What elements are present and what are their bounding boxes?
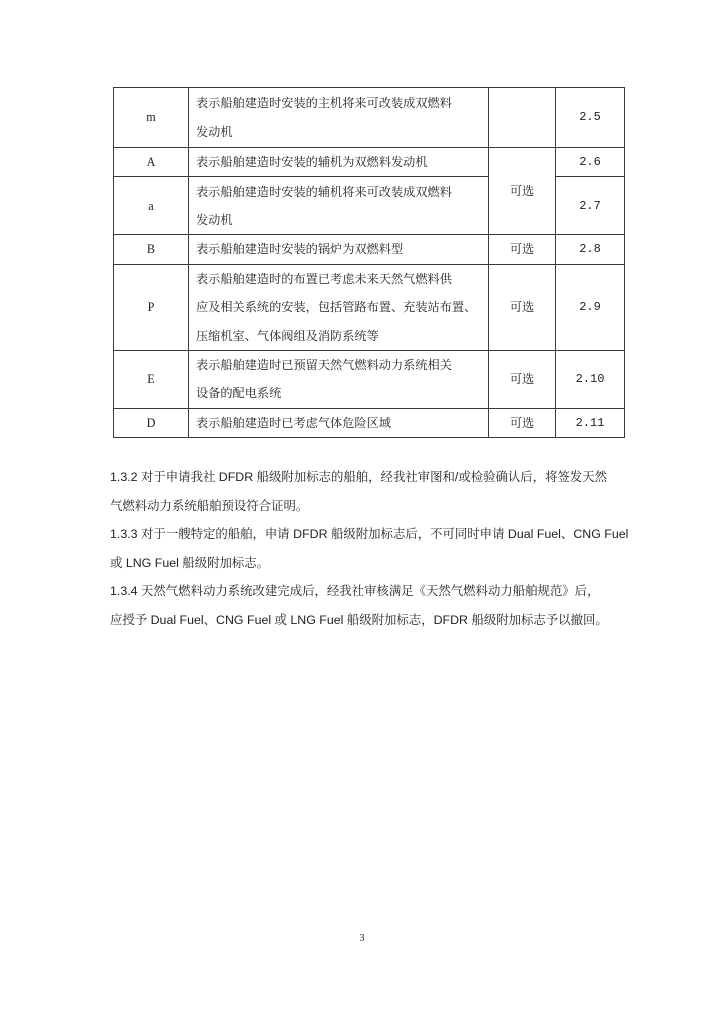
paragraph-1-3-3	[110, 520, 629, 577]
description-line: 表示船舶建造时安装的辅机为双燃料发动机	[196, 155, 428, 169]
notation-code-cell: A	[114, 148, 189, 177]
section-reference-cell: 2.8	[556, 235, 625, 264]
optional-cell: 可选	[489, 235, 556, 264]
notation-code-cell: E	[114, 350, 189, 408]
notation-code-cell: B	[114, 235, 189, 264]
description-cell	[189, 88, 489, 148]
description-line: 表示船舶建造时安装的辅机将来可改装成双燃料	[196, 184, 452, 199]
description-line: 发动机	[196, 212, 233, 227]
table-row	[114, 148, 625, 177]
description-line: 压缩机室、气体阀组及消防系统等	[196, 328, 379, 343]
section-reference-cell: 2.11	[556, 408, 625, 437]
table-row	[114, 235, 625, 264]
description-line: 设备的配电系统	[196, 386, 282, 401]
optional-cell: 可选	[489, 408, 556, 437]
page-number: 3	[359, 933, 365, 944]
paragraph-line: 或 LNG Fuel 船级附加标志。	[110, 555, 270, 570]
description-line: 表示船舶建造时的布置已考虑未来天然气燃料供	[196, 271, 452, 286]
paragraph-line: 1.3.4 天然气燃料动力系统改建完成后，经我社审核满足《天然气燃料动力船舶规范》后，	[110, 584, 600, 598]
optional-cell: 可选	[489, 148, 556, 235]
description-cell	[189, 235, 489, 264]
description-cell	[189, 264, 489, 350]
description-line: 表示船舶建造时安装的主机将来可改装成双燃料	[196, 96, 452, 111]
notation-code-cell: D	[114, 408, 189, 437]
description-line: 发动机	[196, 124, 233, 139]
notation-code-cell: m	[114, 88, 189, 148]
description-cell	[189, 408, 489, 437]
table-row	[114, 88, 625, 148]
optional-cell: 可选	[489, 264, 556, 350]
description-line: 表示船舶建造时安装的锅炉为双燃料型	[196, 242, 404, 257]
paragraph-1-3-2	[110, 463, 616, 520]
table-row	[114, 408, 625, 437]
paragraph-1-3-4	[110, 577, 616, 634]
optional-cell: 可选	[489, 350, 556, 408]
section-reference-cell: 2.6	[556, 148, 625, 177]
paragraph-line: 气燃料动力系统船舶预设符合证明。	[110, 498, 309, 513]
notation-code-cell: P	[114, 264, 189, 350]
description-line: 表示船舶建造时已预留天然气燃料动力系统相关	[196, 357, 452, 372]
class-notation-table	[113, 87, 625, 438]
description-line: 应及相关系统的安装，包括管路布置、充装站布置、	[196, 300, 477, 315]
section-reference-cell: 2.7	[556, 177, 625, 235]
optional-cell	[489, 88, 556, 148]
section-reference-cell: 2.10	[556, 350, 625, 408]
description-cell	[189, 148, 489, 177]
section-reference-cell: 2.9	[556, 264, 625, 350]
paragraph-line: 应授予 Dual Fuel、CNG Fuel 或 LNG Fuel 船级附加标志，DFDR 船级附加标志予以撤回。	[110, 612, 608, 627]
paragraph-line: 1.3.3 对于一艘特定的船舶，申请 DFDR 船级附加标志后，不可同时申请 Dual Fuel、CNG Fuel	[110, 527, 629, 541]
section-reference-cell: 2.5	[556, 88, 625, 148]
paragraph-line: 1.3.2 对于申请我社 DFDR 船级附加标志的船舶，经我社审图和/或检验确认后，将签发天然	[110, 470, 608, 484]
table-row	[114, 350, 625, 408]
description-cell	[189, 177, 489, 235]
notation-code-cell: a	[114, 177, 189, 235]
body-text	[110, 463, 629, 634]
description-line: 表示船舶建造时已考虑气体危险区域	[196, 415, 391, 430]
table-row	[114, 264, 625, 350]
description-cell	[189, 350, 489, 408]
